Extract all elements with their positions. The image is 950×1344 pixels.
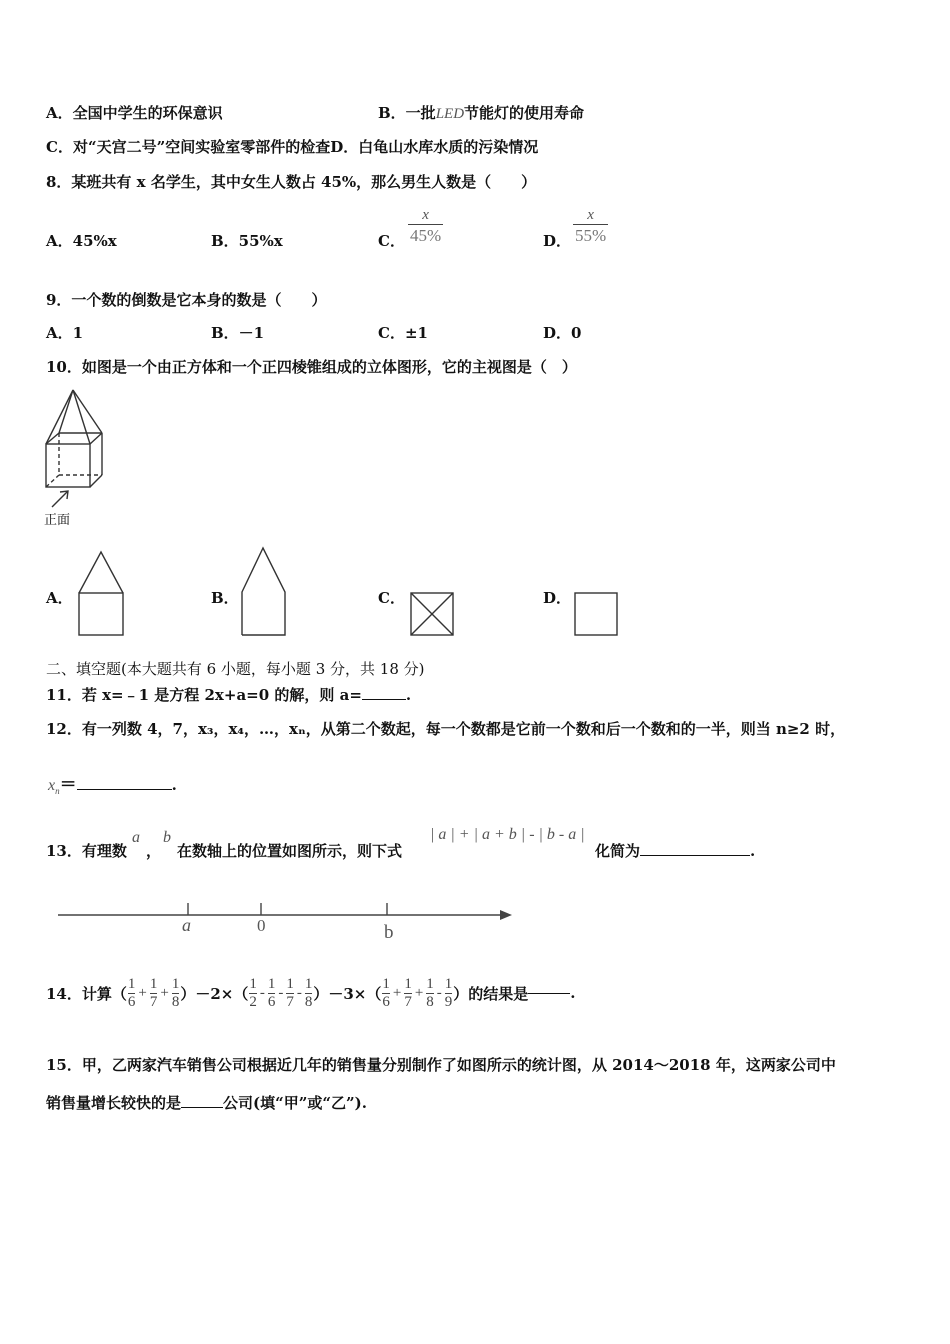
q13-prefix: 13．有理数	[46, 842, 127, 860]
q13-end: .	[750, 842, 756, 860]
q11	[46, 684, 411, 705]
q13-comma: ，	[146, 842, 162, 860]
q10-option-a-label: A．	[46, 589, 73, 607]
q15-line-2-prefix: 销售量增长较快的是	[46, 1094, 182, 1112]
fraction-denominator: 2	[249, 993, 257, 1010]
q12-stem: 12．有一列数 4，7，x₃，x₄，…，xₙ，从第二个数起，每一个数都是它前一个数和后一个数和的一半，则当 n≥2 时，	[46, 720, 846, 738]
q10-option-d-label: D．	[543, 589, 572, 607]
q10-option-a-figure	[77, 548, 125, 638]
fraction-denominator: 6	[127, 993, 136, 1010]
fraction-numerator: 1	[286, 975, 294, 992]
q13-axis-label-b: b	[384, 922, 394, 943]
q11-answer-blank[interactable]	[362, 699, 406, 700]
q9-option-b: B．－1	[211, 324, 265, 342]
q8-option-c-label: C．	[378, 232, 405, 250]
q14-fraction	[286, 976, 294, 1011]
q8-d-denominator: 55%	[575, 226, 607, 245]
fraction-numerator: 1	[382, 975, 390, 992]
q8-option-c-fraction	[408, 207, 443, 247]
q14-operator: -	[278, 985, 284, 1001]
fraction-denominator: 7	[404, 993, 412, 1010]
q11-end: .	[405, 686, 412, 704]
q12-end: .	[171, 776, 177, 794]
q14-operator: +	[160, 985, 169, 1001]
q13-var-b: b	[163, 829, 171, 846]
q12-answer-blank[interactable]	[77, 789, 172, 790]
q14-fraction	[268, 976, 276, 1011]
fraction-denominator: 6	[382, 993, 390, 1010]
q14-fraction	[305, 976, 313, 1011]
q14-mid-1: ）－2×（	[180, 984, 249, 1003]
q7-option-c	[46, 136, 538, 157]
q14-answer-blank[interactable]	[528, 993, 570, 994]
q13-var-a: a	[132, 829, 140, 846]
q14-fraction	[382, 976, 390, 1011]
fraction-numerator: 1	[171, 975, 180, 992]
q9-option-d: D．0	[543, 324, 582, 342]
q13-expression: | a | + | a + b | - | b - a |	[430, 826, 585, 843]
q10-option-b-label: B．	[211, 589, 239, 607]
fraction-denominator: 9	[444, 993, 453, 1010]
q9-option-c: C．±1	[378, 324, 428, 342]
q14-fraction	[172, 976, 180, 1011]
q12-answer-sub: n	[55, 786, 60, 796]
q14-operator: -	[436, 985, 442, 1001]
q8-c-denominator: 45%	[410, 226, 442, 245]
q15-line-1: 15．甲，乙两家汽车销售公司根据近几年的销售量分别制作了如图所示的统计图，从 2014～2018 年，这两家公司中	[46, 1056, 836, 1074]
q14-group-1	[127, 976, 180, 1011]
fraction-denominator: 8	[304, 993, 313, 1010]
q13-suffix-text: 化简为	[595, 842, 641, 860]
q13-suffix	[595, 840, 755, 861]
q8-option-b: B．55%x	[211, 232, 283, 250]
q13-answer-blank[interactable]	[640, 855, 750, 856]
q7-option-a: A．全国中学生的环保意识	[46, 104, 223, 122]
q14-fraction	[445, 976, 453, 1011]
q13-axis-label-a: a	[182, 915, 191, 935]
q10-option-d-figure	[573, 591, 619, 637]
q10-stem: 10．如图是一个由正方体和一个正四棱锥组成的立体图形，它的主视图是（ ）	[46, 358, 577, 376]
q14-fraction	[404, 976, 412, 1011]
q14-prefix: 14．计算（	[46, 984, 127, 1003]
fraction-numerator: 1	[249, 975, 257, 992]
fraction-numerator: 1	[149, 975, 158, 992]
fraction-denominator: 7	[149, 993, 158, 1010]
q12-answer-eq: ＝	[59, 775, 77, 795]
q13-axis-label-0: 0	[257, 916, 266, 935]
q7-option-b	[378, 102, 584, 123]
q11-text: 11．若 x=﹣1 是方程 2x+a=0 的解，则 a=	[46, 686, 362, 704]
q14-fraction	[128, 976, 136, 1011]
q9-option-a: A．1	[46, 324, 84, 342]
q7-option-b-prefix: B．一批	[378, 104, 436, 122]
fraction-denominator: 8	[171, 993, 180, 1010]
fraction-denominator: 6	[267, 993, 276, 1010]
q7-option-d: D．白龟山水库水质的污染情况	[330, 138, 539, 156]
fraction-numerator: 1	[404, 975, 412, 992]
q12-answer	[48, 770, 177, 796]
q14-group-3	[381, 976, 453, 1011]
q14-fraction	[426, 976, 434, 1011]
q10-option-c-figure	[409, 591, 455, 637]
q14-operator: -	[259, 985, 265, 1001]
q14-group-2	[248, 976, 313, 1011]
q9-stem: 9．一个数的倒数是它本身的数是（ ）	[46, 291, 327, 309]
q13-number-line	[56, 893, 516, 945]
q10-front-label: 正面	[44, 513, 71, 528]
q14-operator: -	[296, 985, 302, 1001]
fraction-numerator: 1	[444, 975, 453, 992]
q14-mid-2: ）－3×（	[313, 984, 382, 1003]
q12-answer-var: x	[48, 777, 56, 794]
fraction-numerator: 1	[304, 975, 313, 992]
q14-fraction	[150, 976, 158, 1011]
q8-option-d-fraction	[573, 207, 608, 247]
q7-option-b-math: LED	[435, 106, 465, 122]
q14-suffix: ）的结果是	[453, 984, 529, 1003]
q8-stem: 8．某班共有 x 名学生，其中女生人数占 45%，那么男生人数是（ ）	[46, 173, 537, 191]
q8-option-d-label: D．	[543, 232, 572, 250]
q10-option-c-label: C．	[378, 589, 405, 607]
q14-operator: +	[392, 985, 402, 1001]
q8-c-numerator: x	[422, 207, 429, 223]
q8-option-a: A．45%x	[46, 232, 117, 250]
q14-fraction	[249, 976, 257, 1011]
q7-option-c-text: C．对“天宫二号”空间实验室零部件的检查	[46, 138, 331, 156]
fraction-denominator: 8	[426, 993, 434, 1010]
fraction-numerator: 1	[267, 975, 276, 992]
fraction-denominator: 7	[286, 993, 294, 1010]
q14-operator: +	[138, 985, 147, 1001]
q10-option-b-figure	[239, 545, 289, 638]
q14-end: .	[570, 984, 576, 1002]
section-2-title: 二、填空题(本大题共有 6 小题，每小题 3 分，共 18 分)	[46, 660, 425, 678]
q15-line-2	[46, 1092, 367, 1113]
q14	[46, 968, 576, 1018]
q15-answer-blank[interactable]	[181, 1107, 223, 1108]
fraction-numerator: 1	[127, 975, 136, 992]
q13-mid: 在数轴上的位置如图所示，则下式	[177, 842, 403, 860]
q14-operator: +	[414, 985, 424, 1001]
fraction-numerator: 1	[426, 975, 434, 992]
q15-line-2-suffix: 公司(填“甲”或“乙”).	[223, 1094, 367, 1112]
q8-d-numerator: x	[587, 207, 594, 223]
q7-option-b-suffix: 节能灯的使用寿命	[464, 104, 585, 122]
